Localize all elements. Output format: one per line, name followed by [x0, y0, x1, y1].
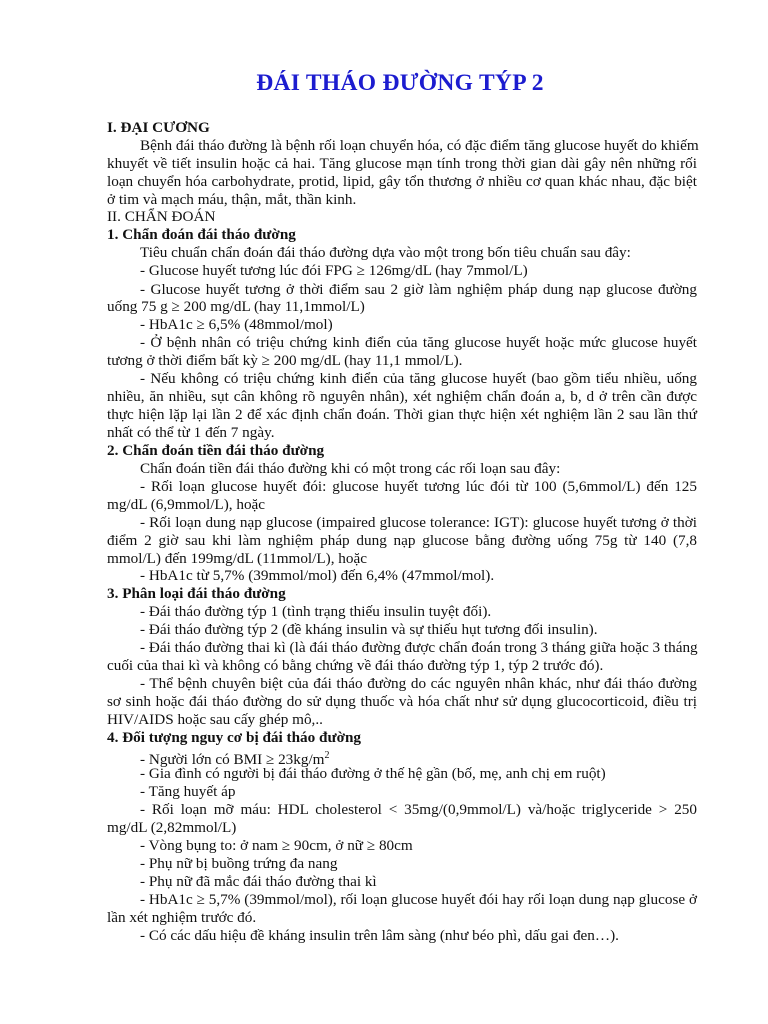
list-item-continuation: mg/dL (6,9mmol/L), hoặc — [107, 496, 266, 513]
list-item-continuation: tương ở thời điểm bất kỳ ≥ 200 mg/dL (hay 11,1 mmol/L). — [107, 352, 463, 369]
paragraph-line: loạn chuyển hóa carbohydrate, protid, lipid, gây tổn thương ở nhiều cơ quan khác nhau, đặc biệt — [107, 173, 697, 190]
list-item: - Tăng huyết áp — [140, 783, 236, 800]
subsection-heading: 2. Chẩn đoán tiền đái tháo đường — [107, 442, 325, 459]
list-item: - Có các dấu hiệu đề kháng insulin trên lâm sàng (như béo phì, dấu gai đen…). — [140, 927, 619, 944]
list-item: - Đái tháo đường thai kì (là đái tháo đường được chẩn đoán trong 3 tháng giữa hoặc 3 tháng — [140, 639, 698, 656]
section-heading: I. ĐẠI CƯƠNG — [107, 119, 210, 136]
list-item: - Glucose huyết tương ở thời điểm sau 2 giờ làm nghiệm pháp dung nạp glucose đường — [140, 281, 697, 298]
list-item: - Vòng bụng to: ở nam ≥ 90cm, ở nữ ≥ 80cm — [140, 837, 413, 854]
list-item: - Nếu không có triệu chứng kinh điển của tăng glucose huyết (bao gồm tiểu nhiều, uống — [140, 370, 697, 387]
list-item: - HbA1c ≥ 6,5% (48mmol/mol) — [140, 316, 333, 333]
list-item: - Gia đình có người bị đái tháo đường ở thế hệ gần (bố, mẹ, anh chị em ruột) — [140, 765, 606, 782]
list-item-continuation: HIV/AIDS hoặc sau cấy ghép mô,.. — [107, 711, 323, 728]
list-item-continuation: điểm 2 giờ sau khi làm nghiệm pháp dung nạp glucose bằng đường uống 75g từ 140 (7,8 — [107, 532, 697, 549]
list-item-continuation: nhiều, ăn nhiều, sụt cân không rõ nguyên nhân), xét nghiệm chẩn đoán a, b, d ở trên cần được — [107, 388, 697, 405]
subsection-heading: 3. Phân loại đái tháo đường — [107, 585, 286, 602]
bmi-exponent: 2 — [324, 750, 330, 761]
list-item: - Rối loạn dung nạp glucose (impaired glucose tolerance: IGT): glucose huyết tương ở thời — [140, 514, 697, 531]
list-item-continuation: mmol/L) đến 199mg/dL (11mmol/L), hoặc — [107, 550, 367, 567]
list-item-continuation: uống 75 g ≥ 200 mg/dL (hay 11,1mmol/L) — [107, 298, 365, 315]
list-item: - Rối loạn glucose huyết đói: glucose huyết tương lúc đói từ 100 (5,6mmol/L) đến 125 — [140, 478, 697, 495]
list-item-continuation: nhất có thể từ 1 đến 7 ngày. — [107, 424, 275, 441]
list-item-text: - Người lớn có BMI ≥ 23kg/m — [140, 751, 325, 769]
paragraph-line: Bệnh đái tháo đường là bệnh rối loạn chuyển hóa, có đặc điểm tăng glucose huyết do khiếm — [140, 137, 699, 154]
list-item: - Glucose huyết tương lúc đói FPG ≥ 126mg/dL (hay 7mmol/L) — [140, 262, 528, 279]
list-item: - Đái tháo đường týp 1 (tình trạng thiếu insulin tuyệt đối). — [140, 603, 492, 620]
list-item-continuation: mg/dL (2,82mmol/L) — [107, 819, 237, 836]
paragraph-line: Tiêu chuẩn chẩn đoán đái tháo đường dựa vào một trong bốn tiêu chuẩn sau đây: — [140, 244, 631, 261]
list-item: - Rối loạn mỡ máu: HDL cholesterol < 35mg/(0,9mmol/L) và/hoặc triglyceride > 250 — [140, 801, 697, 818]
list-item: - HbA1c ≥ 5,7% (39mmol/mol), rối loạn glucose huyết đói hay rối loạn dung nạp glucose ở — [140, 891, 697, 908]
list-item-continuation: thực hiện lặp lại lần 2 để xác định chẩn đoán. Thời gian thực hiện xét nghiệm lần 2 sau lần thứ — [107, 406, 697, 423]
paragraph-line: ở tim và mạch máu, thận, mắt, thần kinh. — [107, 191, 357, 208]
list-item: - Thể bệnh chuyên biệt của đái tháo đường do các nguyên nhân khác, như đái tháo đường — [140, 675, 697, 692]
list-item-continuation: sơ sinh hoặc đái tháo đường do sử dụng thuốc và hóa chất như sử dụng glucocorticoid, điều trị — [107, 693, 697, 710]
list-item: - HbA1c từ 5,7% (39mmol/mol) đến 6,4% (47mmol/mol). — [140, 567, 495, 584]
list-item-continuation: cuối của thai kì và không có bằng chứng về đái tháo đường týp 1, týp 2 trước đó). — [107, 657, 604, 674]
paragraph-line: khuyết về tiết insulin hoặc cả hai. Tăng glucose mạn tính trong thời gian dài gây nên những rối — [107, 155, 697, 172]
list-item: - Đái tháo đường týp 2 (đề kháng insulin và sự thiếu hụt tương đối insulin). — [140, 621, 598, 638]
paragraph-line: Chẩn đoán tiền đái tháo đường khi có một trong các rối loạn sau đây: — [140, 460, 561, 477]
list-item: - Phụ nữ bị buồng trứng đa nang — [140, 855, 338, 872]
document-title: ĐÁI THÁO ĐƯỜNG TÝP 2 — [256, 70, 544, 96]
list-item: - Phụ nữ đã mắc đái tháo đường thai kì — [140, 873, 377, 890]
subsection-heading: 1. Chẩn đoán đái tháo đường — [107, 226, 296, 243]
subsection-heading: 4. Đối tượng nguy cơ bị đái tháo đường — [107, 729, 362, 746]
list-item-continuation: lần xét nghiệm trước đó. — [107, 909, 257, 926]
section-heading: II. CHẨN ĐOÁN — [107, 208, 216, 225]
list-item: - Ở bệnh nhân có triệu chứng kinh điển của tăng glucose huyết hoặc mức glucose huyết — [140, 334, 697, 351]
